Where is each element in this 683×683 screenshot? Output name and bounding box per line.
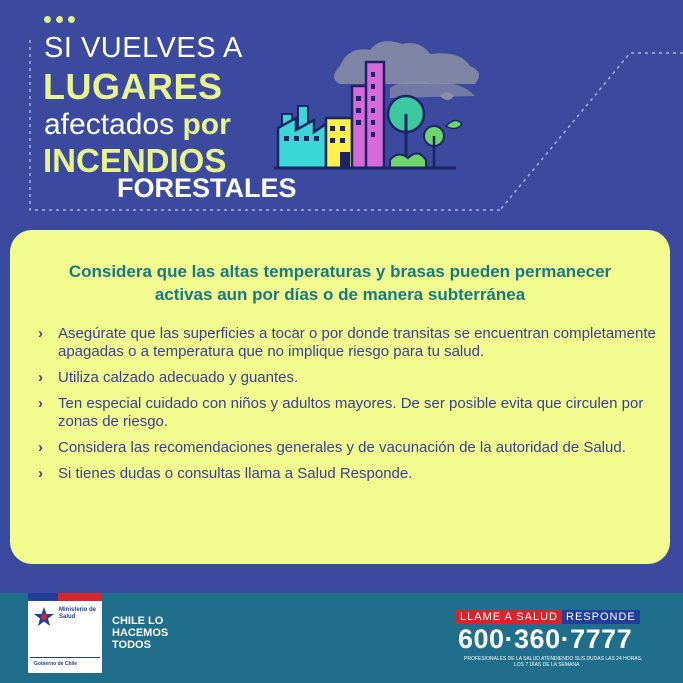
- list-item: [38, 439, 658, 457]
- decorative-dots: [44, 16, 75, 23]
- recommendation-list: [38, 325, 658, 491]
- chevron-right-icon: ›: [38, 465, 43, 482]
- title-line-2: LUGARES: [43, 66, 223, 107]
- card-heading: Considera que las altas temperaturas y brasas pueden permanecer activas aun por días o de manera subterránea: [68, 262, 612, 304]
- chevron-right-icon: ›: [38, 325, 43, 342]
- llame-label: LLAME A SALUD: [456, 610, 562, 624]
- coat-of-arms-icon: [32, 606, 56, 630]
- list-item-text: Utiliza calzado adecuado y guantes.: [58, 369, 299, 386]
- list-item-text: Considera las recomendaciones generales y de vacunación de la autoridad de Salud.: [58, 439, 626, 456]
- responde-label: RESPONDE: [562, 610, 640, 624]
- title-line-3: afectados por: [44, 108, 231, 141]
- title-line-5: FORESTALES: [117, 173, 297, 203]
- hours-note-1: PROFESIONALES DE LA SALUD ATENDIENDO SUS DUDAS LAS 24 HORAS,: [464, 656, 643, 662]
- list-item-text: Ten especial cuidado con niños y adultos mayores. De ser posible evita que circulen por zonas de riesgo.: [58, 395, 644, 430]
- slogan: CHILE LO HACEMOS TODOS: [112, 615, 169, 651]
- chevron-right-icon: ›: [38, 439, 43, 456]
- list-item-text: Asegúrate que las superficies a tocar o por donde transitas se encuentran completamente apagadas o a temperatura que no implique riesgo para tu salud.: [58, 325, 656, 360]
- list-item: [38, 325, 658, 361]
- list-item: [38, 465, 658, 483]
- title-line-4: INCENDIOS: [43, 142, 227, 179]
- phone-number: 600·360·7777: [458, 624, 633, 654]
- chevron-right-icon: ›: [38, 395, 43, 412]
- government-label: Gobierno de Chile: [34, 661, 78, 667]
- title-line-1: SI VUELVES A: [44, 32, 243, 64]
- chevron-right-icon: ›: [38, 369, 43, 386]
- hours-note-2: LOS 7 DÍAS DE LA SEMANA: [514, 662, 580, 668]
- list-item: [38, 369, 658, 387]
- footer: [0, 593, 683, 683]
- government-logo: [28, 593, 102, 673]
- city-forest-illustration: [270, 36, 490, 176]
- list-item-text: Si tienes dudas o consultas llama a Salud Responde.: [58, 465, 413, 482]
- list-item: [38, 395, 658, 431]
- ministry-label: Ministerio de Salud: [59, 607, 97, 620]
- info-card: [10, 230, 670, 564]
- salud-responde-banner: [456, 610, 640, 624]
